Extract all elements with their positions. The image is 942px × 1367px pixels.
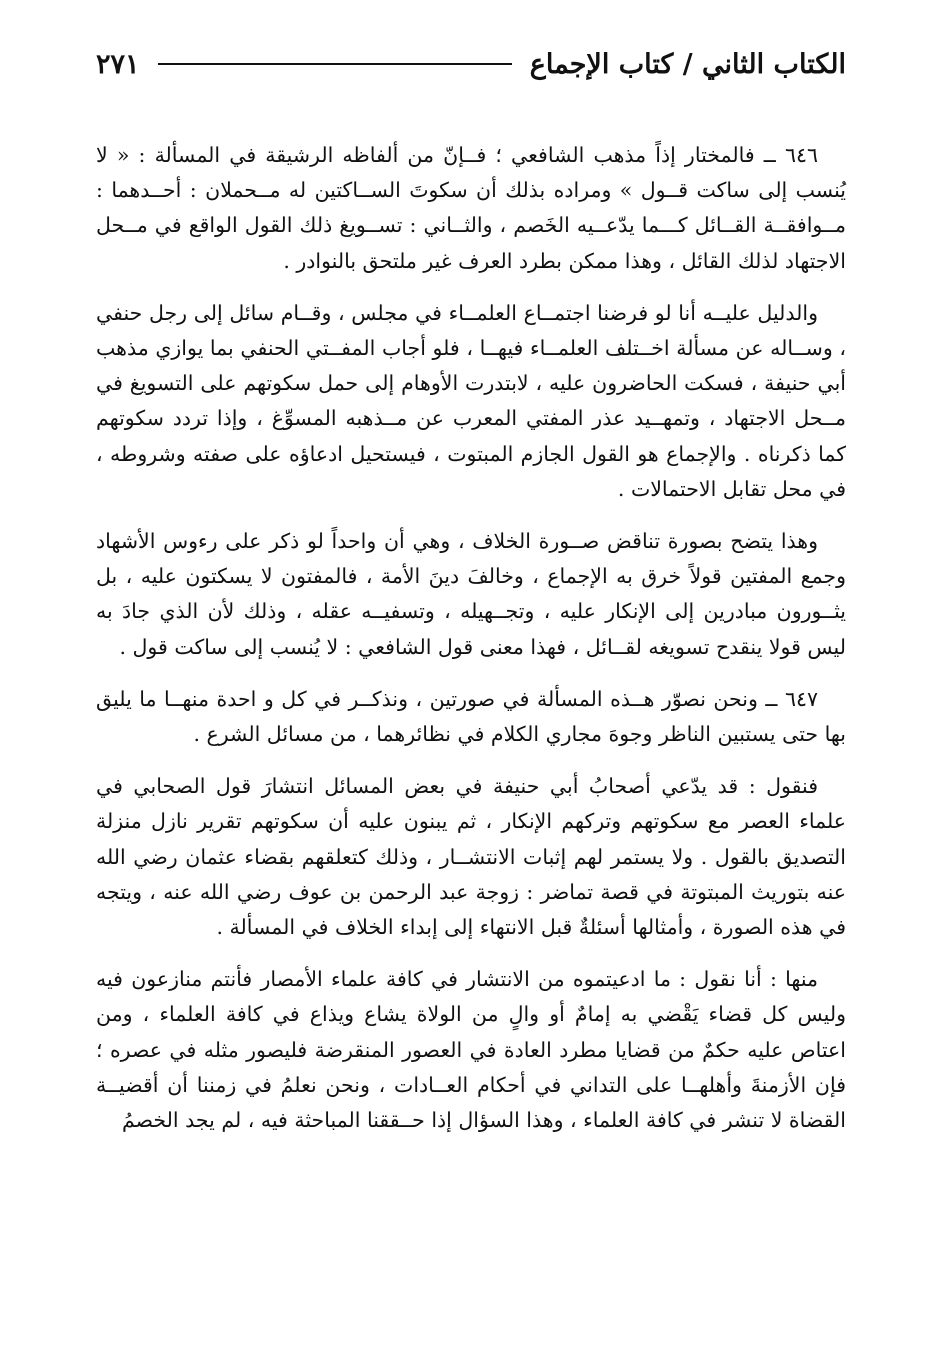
paragraph-objections: منها : أنا نقول : ما ادعيتموه من الانتشار في كافة علماء الأمصار فأنتم منازعون فيه وليس كل قضاء يَقْضي به إمامٌ أو والٍ من الولاة يشاع ويذاع في كافة العلماء ، ومن اعتاص عليه حكمٌ من قضايا مطرد العادة في العصور المنقرضة فليصور مثله في عصره ؛ فإن الأزمنةَ وأهلهــا على التداني في أحكام العــادات ، ونحن نعلمُ في زمننا أن أقضيــة القضاة لا تنشر في كافة العلماء ، وهذا السؤال إذا حــققنا المباحثة فيه ، لم يجد الخصمُ (96, 967, 846, 1133)
paragraph-first-case: فنقول : قد يدّعي أصحابُ أبي حنيفة في بعض المسائل انتشارَ قول الصحابي في علماء العصر مع سكوتهم وتركهم الإنكار ، ثم يبنون عليه أن سكوتهم تقرير نازل منزلة التصديق بالقول . ولا يستمر لهم إثبات الانتشــار ، وذلك كتعلقهم بقضاء عثمان رضي الله عنه بتوريث المبتوتة في قصة تماضر : زوجة عبد الرحمن بن عوف رضي الله عنه ، ويتجه في هذه الصورة ، وأمثالها أسئلةٌ قبل الانتهاء إلى إبداء الخلاف في المسألة . (96, 774, 846, 940)
paragraph-contrast: وهذا يتضح بصورة تناقض صــورة الخلاف ، وهي أن واحداً لو ذكر على رءوس الأشهاد وجمع المفتين قولاً خرق به الإجماع ، وخالفَ دينَ الأمة ، فالمفتون لا يسكتون عليه ، بل يثــورون مبادرين إلى الإنكار عليه ، وتجــهيله ، وتسفيــه عقله ، وذلك لأن الذي جادَ به ليس قولا ينقدح تسويغه لقــائل ، فهذا معنى قول الشافعي : لا يُنسب إلى ساكت قول . (96, 529, 846, 659)
paragraph-647: ٦٤٧ ــ ونحن نصوّر هــذه المسألة في صورتين ، ونذكــر في كل و احدة منهــا ما يليق بها حتى يستبين الناظر وجوهَ مجاري الكلام في نظائرهما ، من مسائل الشرع . (96, 686, 846, 747)
body-text (96, 138, 846, 1138)
header-rule (158, 63, 512, 65)
paragraph-646: ٦٤٦ ــ فالمختار إذاً مذهب الشافعي ؛ فــإنّ من ألفاظه الرشيقة في المسألة : « لا يُنسب إلى ساكت قــول » ومراده بذلك أن سكوتَ الســاكتين له مــحملان : أحــدهما : مــوافقــة القــائل كـــما يدّعــيه الخَصم ، والثــاني : تســويغ ذلك القول الواقع في مــحل الاجتهاد لذلك القائل ، وهذا ممكن بطرد العرف غير ملتحق بالنوادر . (96, 143, 846, 273)
running-header (96, 36, 846, 92)
paragraph-evidence: والدليل عليــه أنا لو فرضنا اجتمــاع العلمــاء في مجلس ، وقــام سائل إلى رجل حنفي ، وســاله عن مسألة اخــتلف العلمــاء فيهــا ، فلو أجاب المفــتي الحنفي بما يوازي مذهب أبي حنيفة ، فسكت الحاضرون عليه ، لابتدرت الأوهام إلى حمل سكوتهم على التسويغ في مــحل الاجتهاد ، وتمهــيد عذر المفتي المعرب عن مــذهبه المسوِّغ ، وإذا تردد سكوتهم كما ذكرناه . والإجماع هو القول الجازم المبتوت ، فيستحيل ادعاؤه على صفته وشروطه ، في محل تقابل الاحتمالات . (96, 300, 846, 501)
running-title: الكتاب الثاني / كتاب الإجماع (529, 48, 846, 80)
page-number: ٢٧١ (96, 48, 140, 80)
